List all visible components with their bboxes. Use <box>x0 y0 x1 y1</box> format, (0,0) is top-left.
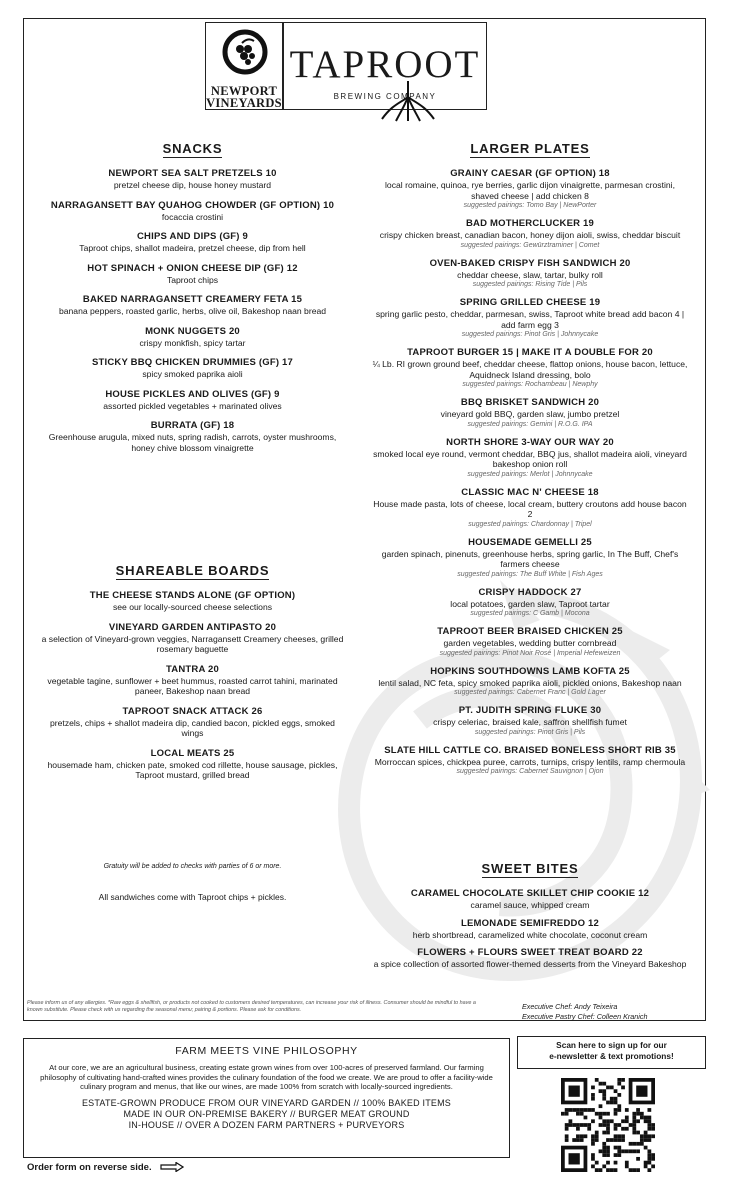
menu-item <box>370 297 690 340</box>
menu-item <box>40 263 345 286</box>
menu-item <box>40 389 345 412</box>
taproot-subtitle: BREWING COMPANY <box>333 92 437 101</box>
item-pairing: suggested pairings: Gewürztraminer | Comet <box>460 241 600 249</box>
item-name: NEWPORT SEA SALT PRETZELS 10 <box>108 168 277 179</box>
boards-section <box>40 562 345 903</box>
item-name: SLATE HILL CATTLE CO. BRAISED BONELESS SHORT RIB 35 <box>384 744 676 756</box>
menu-item <box>40 168 345 191</box>
item-pairing: suggested pairings: Tomo Bay | NewPorter <box>463 202 597 209</box>
item-description: crispy chicken breast, canadian bacon, honey dijon aioli, swiss, cheddar biscuit <box>379 230 681 240</box>
item-pairing: suggested pairings: Cabernet Sauvignon | Ojon <box>456 768 604 775</box>
menu-item <box>40 664 345 697</box>
item-name: TAPROOT BEER BRAISED CHICKEN 25 <box>437 626 623 637</box>
snacks-title: SNACKS <box>162 141 223 156</box>
item-description: herb shortbread, caramelized white chocolate, coconut cream <box>412 929 648 940</box>
item-description: housemade ham, chicken pate, smoked cod rillette, house sausage, pickles, Taproot mustard, grilled bread <box>47 759 338 780</box>
executive-chef: Executive Chef: Andy Teixeira <box>522 1002 618 1011</box>
item-pairing: suggested pairings: Pinot Gris | Pils <box>474 728 586 736</box>
item-name: CLASSIC MAC N' CHEESE 18 <box>461 486 599 498</box>
philosophy-box <box>23 1038 510 1158</box>
item-description: Taproot chips <box>166 274 219 285</box>
item-name: OVEN-BAKED CRISPY FISH SANDWICH 20 <box>429 257 631 269</box>
item-description: Morroccan spices, chickpea puree, carrots, turnips, crispy lentils, ramp chermoula <box>374 756 686 767</box>
menu-item <box>370 487 690 530</box>
item-description: cheddar cheese, slaw, tartar, bulky roll <box>457 269 603 280</box>
item-name: CARAMEL CHOCOLATE SKILLET CHIP COOKIE 12 <box>410 888 650 899</box>
menu-item <box>370 705 690 738</box>
item-name: NORTH SHORE 3-WAY OUR WAY 20 <box>446 436 614 448</box>
order-form-text: Order form on reverse side. <box>27 1162 152 1173</box>
menu-item <box>370 258 690 291</box>
scan-line-2: e-newsletter & text promotions! <box>549 1051 674 1061</box>
newport-text: NEWPORT <box>210 84 278 98</box>
boards-title: SHAREABLE BOARDS <box>115 563 270 578</box>
item-name: BBQ BRISKET SANDWICH 20 <box>460 397 600 408</box>
sweet-bites-section <box>370 860 690 977</box>
item-description: pretzels, chips + shallot madeira dip, candied bacon, pickled eggs, smoked wings <box>50 717 335 738</box>
menu-item <box>40 357 345 380</box>
vineyards-text: VINEYARDS <box>206 96 282 110</box>
chef-credits <box>522 1002 702 1021</box>
item-description: pretzel cheese dip, house honey mustard <box>113 180 272 190</box>
item-name: TANTRA 20 <box>166 663 219 675</box>
larger-plates-title: LARGER PLATES <box>470 141 590 156</box>
item-description: spring garlic pesto, cheddar, parmesan, swiss, Taproot white bread add bacon 4 | add farm egg 3 <box>375 309 685 330</box>
item-name: PT. JUDITH SPRING FLUKE 30 <box>458 705 602 716</box>
item-pairing: suggested pairings: Merlot | Johnnycake <box>467 470 593 478</box>
menu-item <box>370 745 690 778</box>
item-name: STICKY BBQ CHICKEN DRUMMIES (GF) 17 <box>91 357 294 368</box>
gratuity-note: Gratuity will be added to checks with parties of 6 or more. <box>103 862 282 870</box>
pastry-chef: Executive Pastry Chef: Colleen Kranich <box>522 1011 648 1021</box>
allergy-fineprint: Please inform us of any allergies. *Raw eggs & shellfish, or products not cooked to customers desired temperatures, can increase your risk of illness. Consumer should be mindful to have a known substitute. Please check with us regarding the seasonal menu; pairing & portions. Please ask for conditions. <box>27 1000 476 1013</box>
item-name: MONK NUGGETS 20 <box>145 325 240 337</box>
item-name: LOCAL MEATS 25 <box>150 747 235 759</box>
item-name: GRAINY CAESAR (GF OPTION) 18 <box>450 168 610 179</box>
menu-item <box>40 420 345 453</box>
item-name: NARRAGANSETT BAY QUAHOG CHOWDER (GF OPTION) 10 <box>50 199 335 211</box>
item-name: CHIPS AND DIPS (GF) 9 <box>137 231 248 242</box>
item-description: caramel sauce, whipped cream <box>470 900 590 910</box>
sweet-bites-title: SWEET BITES <box>481 861 579 876</box>
menu-item <box>40 748 345 781</box>
item-description: vegetable tagine, sunflower + beet hummus, roasted carrot tahini, marinated paneer, Bakeshop naan bread <box>47 675 338 696</box>
item-description: Taproot chips, shallot madeira, pretzel cheese, dip from hell <box>79 243 306 253</box>
menu-item <box>40 294 345 317</box>
item-description: lentil salad, NC feta, spicy smoked paprika aioli, pickled onions, Bakeshop naan <box>378 677 682 688</box>
menu-item <box>370 888 690 911</box>
qr-code-icon[interactable] <box>561 1078 655 1172</box>
item-name: HOUSEMADE GEMELLI 25 <box>468 536 592 548</box>
taproot-wordmark: TAPROOT <box>289 43 481 86</box>
philosophy-body: At our core, we are an agricultural business, creating estate grown wines from over 100-acres of preserved farmland. Our farming philosophy of cultivating hand-crafted wines provides the culinary foundation of the food we create. We are proud to offer a facility-wide culinary program and menus, that like our wines, are made 100% from scratch with locally-sourced ingredients. <box>40 1063 493 1092</box>
item-pairing: suggested pairings: Pinot Noir Rosé | Imperial Hefeweizen <box>439 649 621 657</box>
menu-item <box>370 626 690 659</box>
larger-plates-section <box>370 140 690 784</box>
menu-item <box>370 397 690 430</box>
item-description: focaccia crostini <box>161 211 224 222</box>
item-name: HOUSE PICKLES AND OLIVES (GF) 9 <box>105 388 280 400</box>
item-description: House made pasta, lots of cheese, local cream, buttery croutons add house bacon 2 <box>373 498 687 519</box>
menu-item <box>40 706 345 739</box>
item-description: assorted pickled vegetables + marinated olives <box>103 400 282 411</box>
snacks-section <box>40 140 345 462</box>
item-description: banana peppers, roasted garlic, herbs, olive oil, Bakeshop naan bread <box>58 306 327 316</box>
item-pairing: suggested pairings: Rising Tide | Pils <box>472 281 588 288</box>
arrow-right-icon <box>160 1162 184 1172</box>
menu-item <box>40 200 345 223</box>
menu-item <box>370 947 690 970</box>
menu-item <box>370 347 690 390</box>
item-name: TAPROOT SNACK ATTACK 26 <box>122 705 263 717</box>
menu-item <box>370 587 690 620</box>
item-description: smoked local eye round, vermont cheddar, BBQ jus, shallot madeira aioli, vineyard bakeshop onion roll <box>373 448 687 469</box>
scan-line-1: Scan here to sign up for our <box>556 1040 667 1050</box>
item-description: Greenhouse arugula, mixed nuts, spring radish, carrots, oyster mushrooms, honey chive blossom vinaigrette <box>48 432 337 453</box>
item-name: CRISPY HADDOCK 27 <box>478 586 582 598</box>
philosophy-title: FARM MEETS VINE PHILOSOPHY <box>175 1045 358 1057</box>
item-name: BAKED NARRAGANSETT CREAMERY FETA 15 <box>82 294 303 305</box>
item-pairing: suggested pairings: Pinot Gris | Johnnycake <box>461 331 599 338</box>
item-name: BAD MOTHERCLUCKER 19 <box>465 218 595 229</box>
promise-line-1: ESTATE-GROWN PRODUCE FROM OUR VINEYARD GARDEN // 100% BAKED ITEMS <box>81 1097 452 1108</box>
menu-item <box>370 437 690 480</box>
item-name: FLOWERS + FLOURS SWEET TREAT BOARD 22 <box>417 947 643 958</box>
item-description: a selection of Vineyard-grown veggies, Narragansett Creamery cheeses, grilled rosemary baguette <box>41 633 344 654</box>
menu-item <box>40 231 345 254</box>
menu-item <box>370 218 690 251</box>
menu-item <box>370 168 690 211</box>
menu-item <box>40 590 345 613</box>
item-description: garden spinach, pinenuts, greenhouse herbs, spring garlic, In The Buff, Chef's farmers cheese <box>381 548 679 569</box>
item-description: vineyard gold BBQ, garden slaw, jumbo pretzel <box>440 409 620 419</box>
menu-item <box>370 918 690 941</box>
item-description: local romaine, quinoa, rye berries, garlic dijon vinaigrette, parmesan crostini, shaved cheese | add chicken 8 <box>385 180 675 201</box>
item-pairing: suggested pairings: Cabernet Franc | Gold Lager <box>454 689 606 696</box>
item-pairing: suggested pairings: Rochambeau | Newphy <box>462 381 598 388</box>
item-pairing: suggested pairings: The Buff White | Fish Ages <box>457 570 603 578</box>
sandwich-note: All sandwiches come with Taproot chips + pickles. <box>98 891 287 902</box>
item-name: VINEYARD GARDEN ANTIPASTO 20 <box>108 621 277 633</box>
item-description: spicy smoked paprika aioli <box>142 369 243 379</box>
item-name: BURRATA (GF) 18 <box>150 420 235 431</box>
item-name: TAPROOT BURGER 15 | MAKE IT A DOUBLE FOR 20 <box>407 347 653 358</box>
menu-item <box>370 666 690 699</box>
item-description: ¼ Lb. RI grown ground beef, cheddar cheese, flattop onions, house bacon, lettuce, Aquidneck Island dressing, bolo <box>372 359 688 380</box>
item-description: a spice collection of assorted flower-themed desserts from the Vineyard Bakeshop <box>373 959 687 969</box>
item-name: HOPKINS SOUTHDOWNS LAMB KOFTA 25 <box>430 665 630 677</box>
item-name: THE CHEESE STANDS ALONE (GF OPTION) <box>89 590 296 601</box>
item-name: HOT SPINACH + ONION CHEESE DIP (GF) 12 <box>87 262 298 274</box>
menu-item <box>40 326 345 349</box>
newport-vineyards-logo <box>205 22 283 110</box>
item-pairing: suggested pairings: Gemini | R.O.G. IPA <box>467 420 593 428</box>
newsletter-signup-box <box>517 1036 706 1069</box>
item-name: SPRING GRILLED CHEESE 19 <box>459 297 601 308</box>
item-pairing: suggested pairings: C Gamb | Mocona <box>470 610 590 617</box>
item-description: garden vegetables, wedding butter cornbread <box>443 638 617 648</box>
promise-line-2: MADE IN OUR ON-PREMISE BAKERY // BURGER MEAT GROUND <box>123 1108 410 1119</box>
order-form-note <box>27 1162 184 1173</box>
item-name: LEMONADE SEMIFREDDO 12 <box>461 917 599 929</box>
item-description: crispy monkfish, spicy tartar <box>139 337 246 348</box>
item-description: local potatoes, garden slaw, Taproot tartar <box>450 598 610 609</box>
taproot-logo <box>283 22 487 110</box>
item-description: crispy celeriac, braised kale, saffron shellfish fumet <box>433 717 627 727</box>
root-icon <box>378 79 438 123</box>
item-pairing: suggested pairings: Chardonnay | Tripel <box>468 520 592 528</box>
menu-item <box>40 622 345 655</box>
grape-seal-icon <box>222 29 268 75</box>
promise-line-3: IN-HOUSE // OVER A DOZEN FARM PARTNERS + PURVEYORS <box>128 1119 405 1130</box>
menu-item <box>370 537 690 580</box>
item-description: see our locally-sourced cheese selections <box>112 602 273 612</box>
